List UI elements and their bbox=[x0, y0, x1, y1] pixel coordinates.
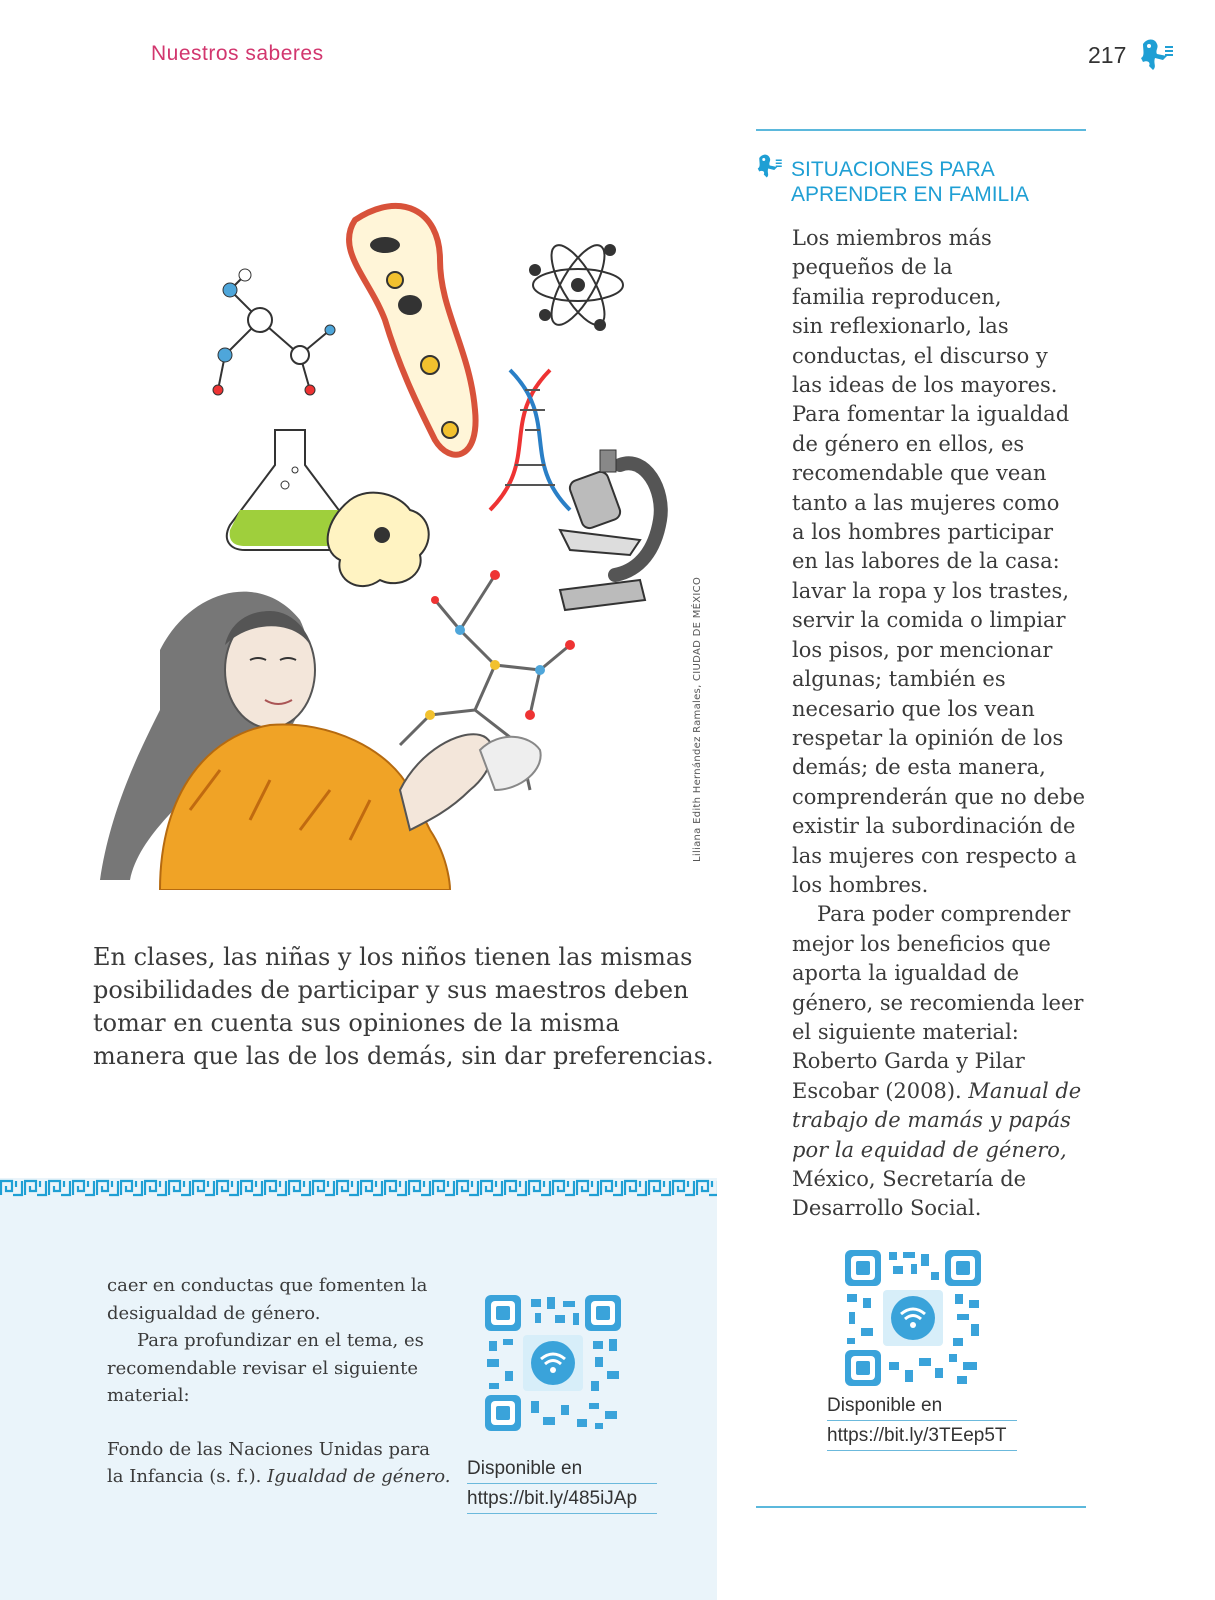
sidebar-top-rule bbox=[756, 129, 1086, 131]
bottom-availability: Disponible en https://bit.ly/485iJAp bbox=[467, 1458, 657, 1514]
speech-glyph-icon bbox=[752, 152, 786, 182]
bottom-url-link[interactable]: https://bit.ly/485iJAp bbox=[467, 1484, 657, 1514]
bottom-box-text: caer en conductas que fomenten la desigualdad de género. Para profundizar en el tema, es recomendable revisar el siguiente material: Fondo de las Naciones Unidas para la Infancia (s. f.). Igualdad de género. bbox=[107, 1275, 451, 1487]
speech-glyph-icon bbox=[1137, 36, 1175, 76]
qr-code[interactable] bbox=[485, 1295, 621, 1431]
image-caption: En clases, las niñas y los niños tienen las mismas posibilidades de participar y sus maestros deben tomar en cuenta sus opiniones de la misma manera que las de los demás, sin dar preferencias. bbox=[93, 943, 714, 1070]
page-number: 217 bbox=[1088, 42, 1127, 68]
section-title: Nuestros saberes bbox=[151, 42, 324, 65]
sidebar-url-link[interactable]: https://bit.ly/3TEep5T bbox=[827, 1421, 1017, 1451]
greek-fret-border-icon bbox=[0, 1179, 717, 1197]
sidebar-availability: Disponible en https://bit.ly/3TEep5T bbox=[827, 1395, 1017, 1451]
illustration-credit: Liliana Edith Hernández Ramales, CIUDAD DE MÉXICO bbox=[692, 576, 703, 862]
qr-code[interactable] bbox=[845, 1250, 981, 1386]
sidebar-bottom-rule bbox=[756, 1506, 1086, 1508]
reference-line: Escobar (2008). Manual de bbox=[792, 1078, 1082, 1103]
sidebar-title: SITUACIONES PARA APRENDER EN FAMILIA bbox=[791, 158, 1030, 206]
sidebar-body: Los miembros más pequeños de la familia reproducen, sin reflexionarlo, las conductas, el discurso y las ideas de los mayores. Para fomentar la igualdad de género en ellos, es recomendable que vean tanto a las mujeres como a los hombres participar en las labores de la casa: lavar la ropa y los trastes, servir la comida o limpiar los pisos, por mencionar algunas; también es necesario que los vean respetar la opinión de los demás; de esta manera, comprenderán que no debe existir la subordinación de las mujeres con respecto a los hombres. Para poder comprender mejor los beneficios que aporta la igualdad de género, se recomienda leer el siguiente material: Roberto Garda y Pilar Escobar (2008). Manual de trabajo de mamás y papás por la equidad de género, México, Secretaría de Desarrollo Social. bbox=[792, 224, 1092, 1224]
science-girl-illustration bbox=[100, 190, 700, 890]
